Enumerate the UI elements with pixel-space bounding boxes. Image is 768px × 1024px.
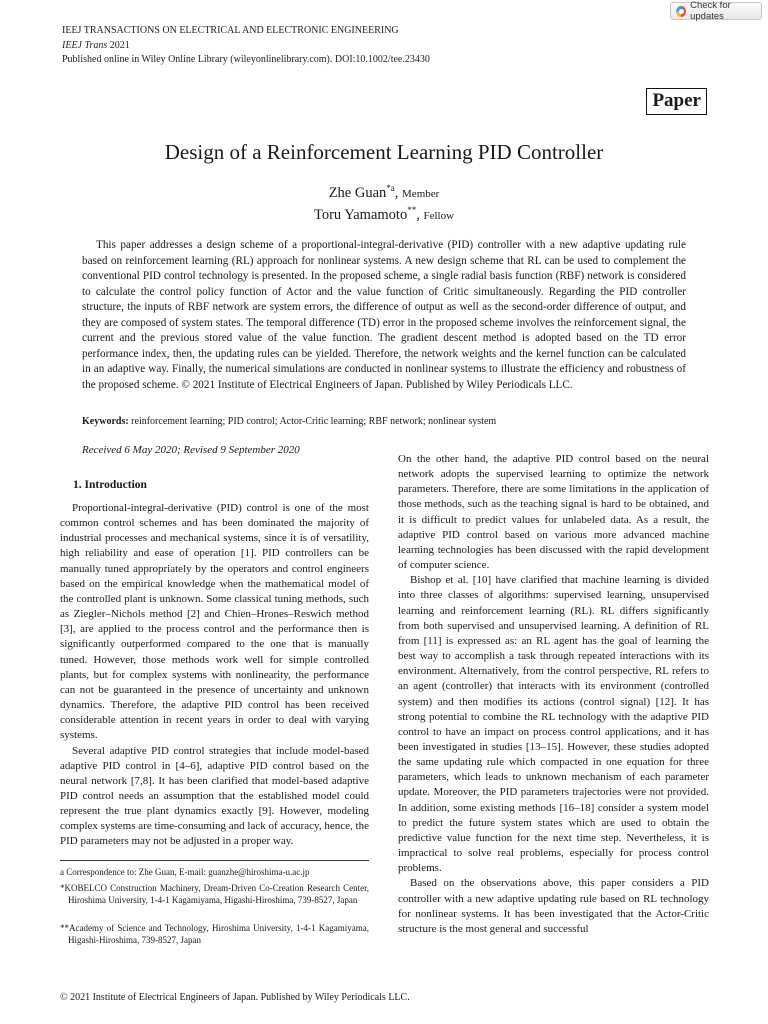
author-mark: *a: [386, 183, 395, 193]
author-name: Toru Yamamoto: [313, 206, 408, 223]
paragraph: Based on the observations above, this paper considers a PID controller with a new adaptive updating rule based on RL technology for nonlinear systems. It has been investigated that the Actor-Critic structure is the most general and successful: [398, 877, 709, 935]
author-2: Toru Yamamoto**, Fellow: [313, 205, 455, 223]
keywords-text: reinforcement learning; PID control; Actor-Critic learning; RBF network; nonlinear system: [131, 416, 497, 427]
journal-name: IEEJ TRANSACTIONS ON ELECTRICAL AND ELECTRONIC ENGINEERING: [62, 25, 399, 36]
author-role: Fellow: [423, 209, 455, 222]
paper-title: Design of a Reinforcement Learning PID Controller: [164, 140, 604, 164]
check-for-updates-label: Check for updates: [690, 0, 731, 22]
paragraph: Several adaptive PID control strategies that include model-based adaptive PID control in [4–6], adaptive PID control based on the neural network [7,8]. It has been clarified that model-based adaptive PID control needs an assumption that the established model could represent the true plant dynamics exactly [9]. However, modeling complex systems are time-consuming and lack of accuracy, hence, the PID parameters may not be adjusted in a proper way.: [60, 744, 369, 848]
footnote-affiliation-2: **Academy of Science and Technology, Hiroshima University, 1-4-1 Kagamiyama, Higashi-Hiroshima, 739-8527, Japan: [60, 923, 369, 946]
author-name: Zhe Guan: [328, 184, 387, 201]
author-role: Member: [402, 187, 440, 200]
keywords: [82, 416, 702, 427]
keywords-label: Keywords:: [82, 416, 129, 427]
author-mark: **: [407, 205, 417, 215]
footnote-divider: [60, 860, 369, 861]
check-for-updates-button[interactable]: [670, 2, 762, 20]
journal-issue: IEEJ Trans 2021: [62, 39, 130, 51]
crossmark-icon: [676, 6, 686, 17]
publication-info: Published online in Wiley Online Library (wileyonlinelibrary.com). DOI:10.1002/tee.23430: [62, 54, 430, 65]
paragraph: Bishop et al. [10] have clarified that machine learning is divided into three classes of algorithms: supervised learning, unsupervised learning and reinforcement learning (RL). RL differs significantly from both supervised and unsupervised learning. A definition of RL from [11] is expressed as: an RL agent has the goal of learning the best way to accomplish a task through repeated interactions with its environment. Alternatively, from the control perspective, RL refers to an agent (controller) that interacts with its environment (controlled system) and then modifies its actions (control signal) [12]. It has strong potential to combine the RL technology with the adaptive PID control to have an impact on process control applications, and it has been investigated in studies [13–15]. However, these studies adopted the same updating rule which compacted in one equation for three parameters, which leads to unknown mechanism of each parameter update. Moreover, the PID parameters trajectories were not provided. In addition, some existing methods [16–18] consider a system model to predict the future system states which are used to obtain the predictive value function for the next time step. Nevertheless, it is impractical to solve real problems, especially for process control problems.: [398, 574, 709, 875]
right-column: [398, 452, 709, 937]
footnote-affiliation-1: *KOBELCO Construction Machinery, Dream-Driven Co-Creation Research Center, Hiroshima University, 1-4-1 Kagamiyama, Higashi-Hiroshima, 739-8527, Japan: [60, 883, 369, 906]
paragraph: On the other hand, the adaptive PID control based on the neural network adopts the supervised learning to optimize the network parameters. Therefore, there are some limitations in the application of those methods, such as the teaching signal is hard to be obtained, and it is difficult to predict values for unlabeled data. As a result, the adaptive PID control based on various more advanced machine learning technologies has been discussed with the rapid development of computer science.: [398, 453, 709, 572]
section-heading-introduction: 1. Introduction: [73, 479, 147, 491]
footnote-correspondence: a Correspondence to: Zhe Guan, E-mail: guanzhe@hiroshima-u.ac.jp: [60, 867, 310, 877]
paper-type-label: Paper: [646, 88, 707, 115]
copyright-footer: © 2021 Institute of Electrical Engineers of Japan. Published by Wiley Periodicals LLC.: [60, 992, 410, 1003]
left-column: [60, 501, 369, 850]
author-1: Zhe Guan$^{*a}$, Member: [328, 183, 440, 201]
received-dates: Received 6 May 2020; Revised 9 September 2020: [82, 444, 300, 456]
paragraph: Proportional-integral-derivative (PID) control is one of the most common control schemes and has been dominated the majority of industrial processes and mechanical systems, since it is of versatility, high reliability and ease of operation [1]. PID controllers can be manually tuned appropriately by the operators and control engineers based on the empirical knowledge when the mathematical model of the controlled plant is unknown. Some classical tuning methods, such as Ziegler–Nichols method [2] and Chien–Hrones–Reswich method [3], are applied to the process control and the performance then is significantly outperformed compared to the one that is manually tuned. However, those methods work well for simple controlled plants, but for complex systems with nonlinearity, the performance can not be guaranteed in the presence of uncertainty and unknown dynamics. Therefore, the adaptive PID control has been received considerable attention in recent years in order to deal with varying systems.: [60, 502, 369, 742]
journal-header: [62, 24, 430, 68]
abstract: This paper addresses a design scheme of a proportional-integral-derivative (PID) controller with a new adaptive updating rule based on reinforcement learning (RL) approach for nonlinear systems. A new design scheme that RL can be used to complement the conventional PID control technology is presented. In the proposed scheme, a single radial basis function (RBF) network is considered to calculate the control policy function of Actor and the value function of Critic simultaneously. Regarding the PID controller structure, the inputs of RBF network are system errors, the difference of output as well as the second-order difference of output, and they are composed of system states. The temporal difference (TD) error in the proposed scheme involves the reinforcement signal, the current and the previous stored value of the value function. The gradient descent method is adopted based on the TD error performance index, then, the updating rules can be yielded. Therefore, the network weights and the kernel function can be calculated in an adaptive way. Finally, the numerical simulations are conducted in nonlinear systems to illustrate the efficiency and robustness of the proposed scheme. © 2021 Institute of Electrical Engineers of Japan. Published by Wiley Periodicals LLC.: [82, 239, 686, 391]
